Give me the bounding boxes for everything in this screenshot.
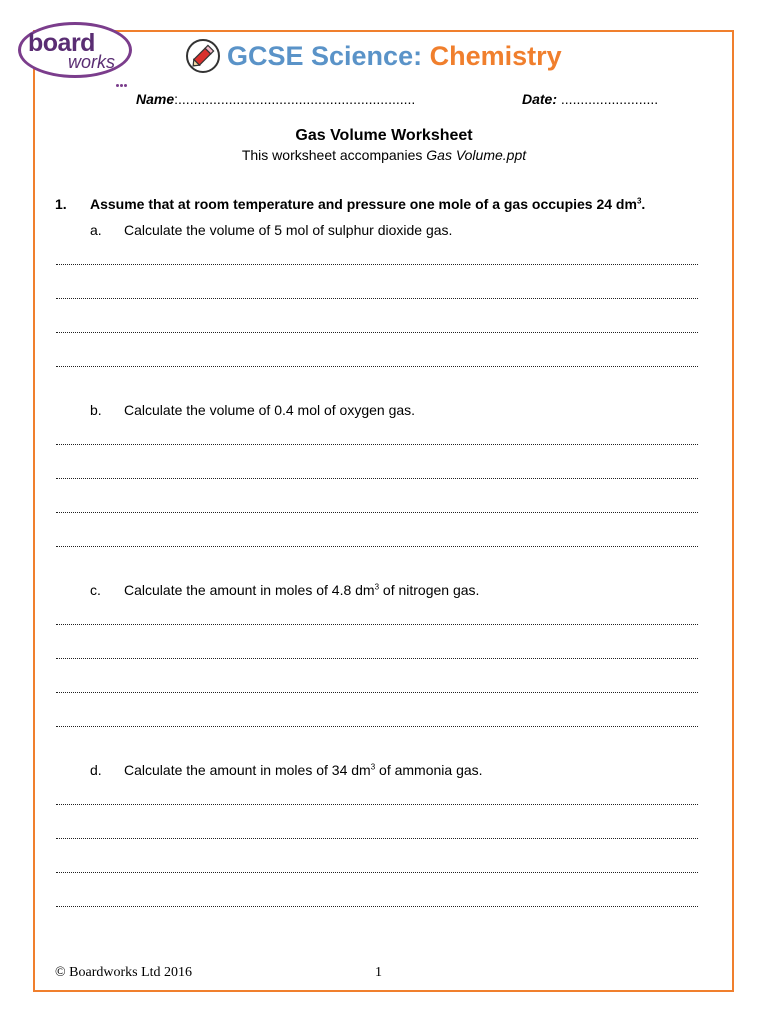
worksheet-title: Gas Volume Worksheet bbox=[295, 127, 473, 144]
answer-line-d2[interactable] bbox=[56, 838, 698, 839]
subtitle-prefix: This worksheet accompanies bbox=[241, 147, 427, 163]
answer-line-a4[interactable] bbox=[56, 366, 698, 367]
part-d-text-before: Calculate the amount in moles of 34 dm bbox=[124, 762, 371, 778]
part-c-text-after: of nitrogen gas. bbox=[379, 582, 480, 598]
answer-line-d4[interactable] bbox=[56, 906, 698, 907]
answer-line-c4[interactable] bbox=[56, 726, 698, 727]
subject-banner bbox=[227, 40, 562, 72]
question-number: 1. bbox=[55, 196, 67, 212]
answer-line-c2[interactable] bbox=[56, 658, 698, 659]
banner-gcse-science: GCSE Science: bbox=[227, 41, 430, 71]
question-text-sup: 3 bbox=[636, 196, 642, 206]
answer-line-d3[interactable] bbox=[56, 872, 698, 873]
question-text-main: Assume that at room temperature and pressure one mole of a gas occupies 24 dm bbox=[90, 196, 637, 212]
page-number: 1 bbox=[375, 965, 382, 980]
answer-line-c1[interactable] bbox=[56, 624, 698, 625]
logo-word-board: board bbox=[28, 29, 95, 57]
copyright-notice: © Boardworks Ltd 2016 bbox=[55, 965, 193, 980]
date-dots: ......................... bbox=[557, 91, 659, 107]
boardworks-logo bbox=[18, 22, 138, 84]
logo-dots bbox=[116, 74, 128, 92]
date-field[interactable] bbox=[522, 90, 658, 108]
question-text bbox=[90, 195, 645, 213]
pencil-icon bbox=[185, 38, 221, 74]
part-d-text bbox=[124, 761, 483, 779]
answer-line-d1[interactable] bbox=[56, 804, 698, 805]
subtitle-filename: Gas Volume.ppt bbox=[426, 147, 527, 163]
part-c-text-before: Calculate the amount in moles of 4.8 dm bbox=[124, 582, 375, 598]
name-field[interactable] bbox=[136, 90, 415, 108]
answer-line-b2[interactable] bbox=[56, 478, 698, 479]
part-c-sup: 3 bbox=[374, 582, 380, 592]
answer-line-a2[interactable] bbox=[56, 298, 698, 299]
part-b-text: Calculate the volume of 0.4 mol of oxygen gas. bbox=[124, 402, 416, 418]
name-dots: :............................................................. bbox=[174, 91, 416, 107]
part-d-letter: d. bbox=[90, 762, 102, 778]
answer-line-b4[interactable] bbox=[56, 546, 698, 547]
logo-word-works: works bbox=[68, 52, 116, 72]
answer-line-a3[interactable] bbox=[56, 332, 698, 333]
date-label: Date: bbox=[522, 91, 558, 107]
page-border bbox=[33, 30, 734, 992]
answer-line-a1[interactable] bbox=[56, 264, 698, 265]
part-d-sup: 3 bbox=[370, 762, 376, 772]
answer-line-b1[interactable] bbox=[56, 444, 698, 445]
part-c-letter: c. bbox=[90, 582, 101, 598]
part-b-letter: b. bbox=[90, 402, 102, 418]
part-a-text: Calculate the volume of 5 mol of sulphur dioxide gas. bbox=[124, 222, 453, 238]
answer-line-b3[interactable] bbox=[56, 512, 698, 513]
name-label: Name bbox=[136, 91, 175, 107]
part-d-text-after: of ammonia gas. bbox=[375, 762, 483, 778]
question-text-end: . bbox=[641, 196, 646, 212]
banner-chemistry: Chemistry bbox=[429, 41, 562, 71]
worksheet-subtitle bbox=[0, 146, 768, 164]
part-c-text bbox=[124, 581, 479, 599]
part-a-letter: a. bbox=[90, 222, 102, 238]
answer-line-c3[interactable] bbox=[56, 692, 698, 693]
